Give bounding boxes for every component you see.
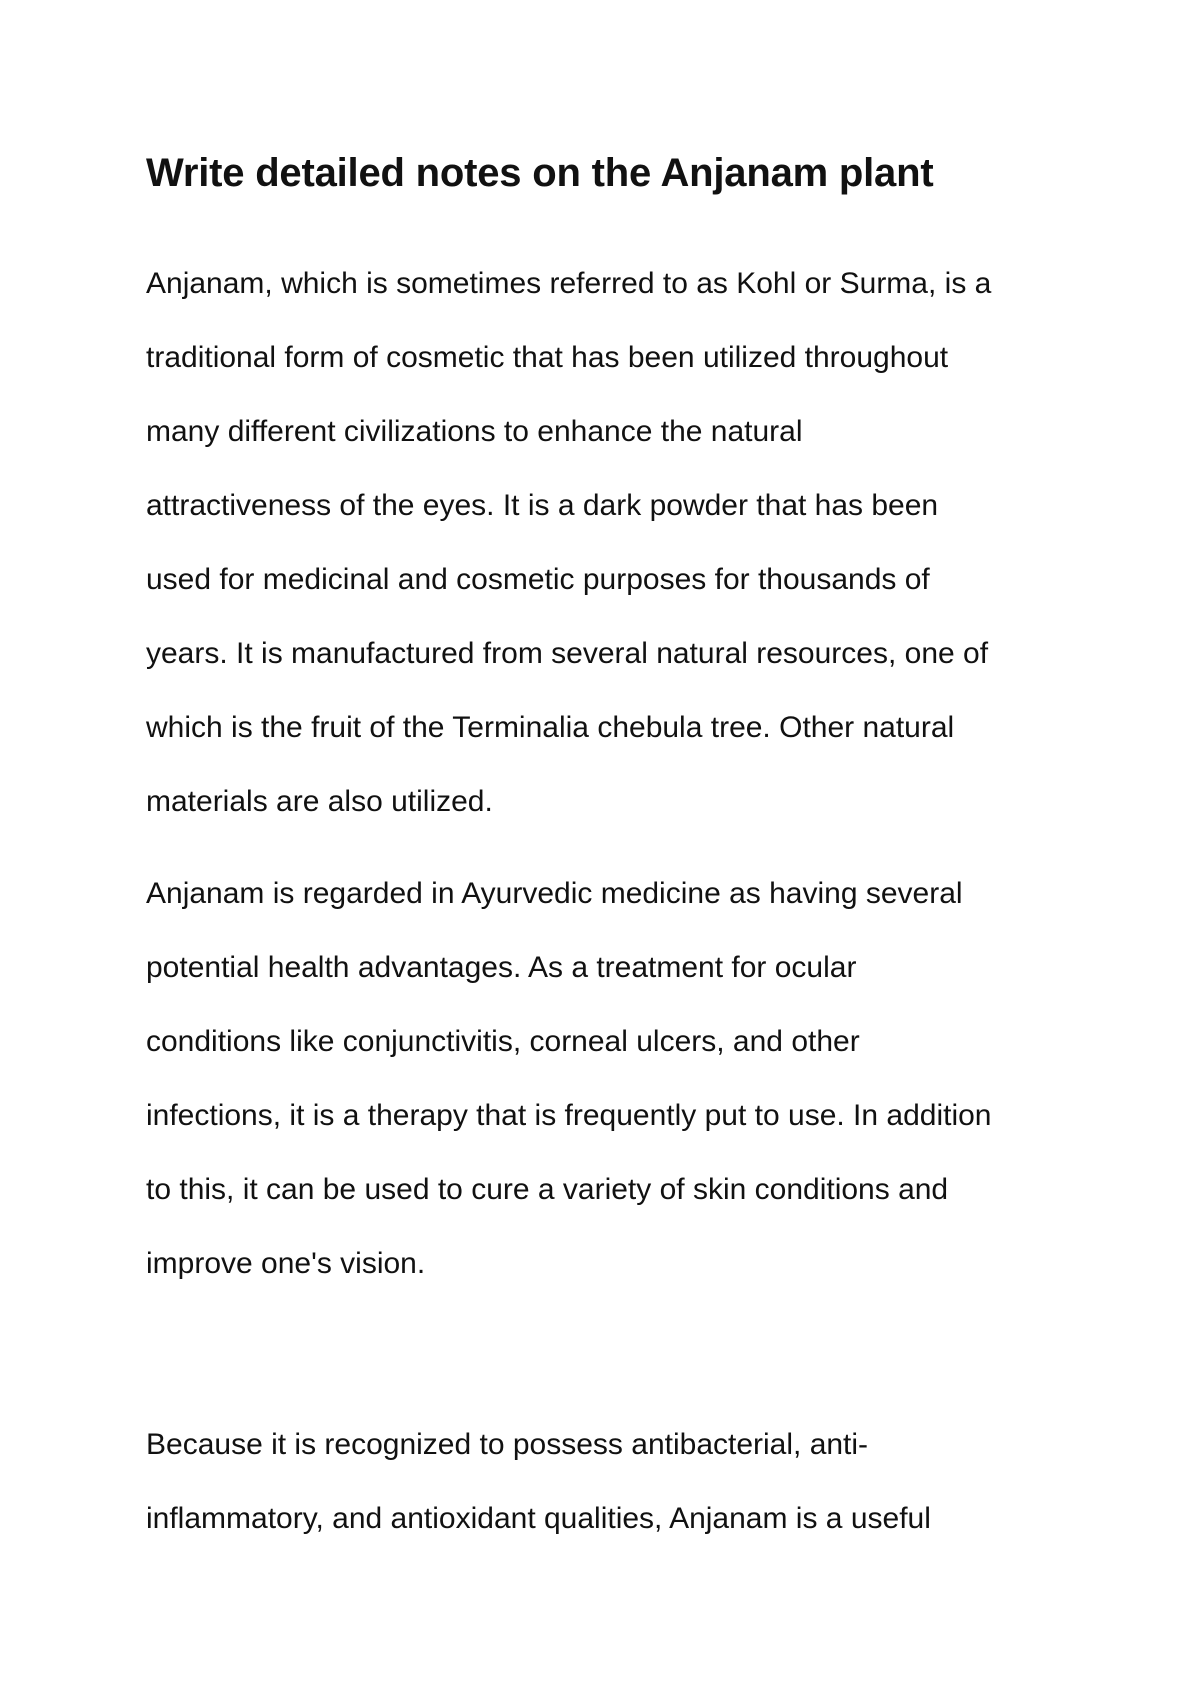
- paragraph-line: which is the fruit of the Terminalia chebula tree. Other natural: [146, 711, 955, 744]
- paragraph-line: improve one's vision.: [146, 1247, 426, 1280]
- paragraph-line: Anjanam is regarded in Ayurvedic medicine as having several: [146, 877, 963, 910]
- paragraph-line: potential health advantages. As a treatment for ocular: [146, 951, 857, 984]
- paragraph-line: Anjanam, which is sometimes referred to as Kohl or Surma, is a: [146, 267, 992, 300]
- paragraph-line: traditional form of cosmetic that has been utilized throughout: [146, 341, 949, 374]
- paragraph-line: used for medicinal and cosmetic purposes for thousands of: [146, 563, 930, 596]
- paragraph-line: Because it is recognized to possess antibacterial, anti-: [146, 1428, 869, 1461]
- paragraph-line: to this, it can be used to cure a variety of skin conditions and: [146, 1173, 949, 1206]
- paragraph-line: infections, it is a therapy that is frequently put to use. In addition: [146, 1099, 992, 1132]
- document-title: Write detailed notes on the Anjanam plant: [146, 151, 934, 195]
- paragraph-line: conditions like conjunctivitis, corneal ulcers, and other: [146, 1025, 860, 1058]
- paragraph-line: attractiveness of the eyes. It is a dark powder that has been: [146, 489, 939, 522]
- paragraph-line: materials are also utilized.: [146, 785, 493, 818]
- paragraph-line: many different civilizations to enhance the natural: [146, 415, 803, 448]
- paragraph-line: years. It is manufactured from several natural resources, one of: [146, 637, 989, 670]
- paragraph-line: inflammatory, and antioxidant qualities, Anjanam is a useful: [146, 1502, 931, 1535]
